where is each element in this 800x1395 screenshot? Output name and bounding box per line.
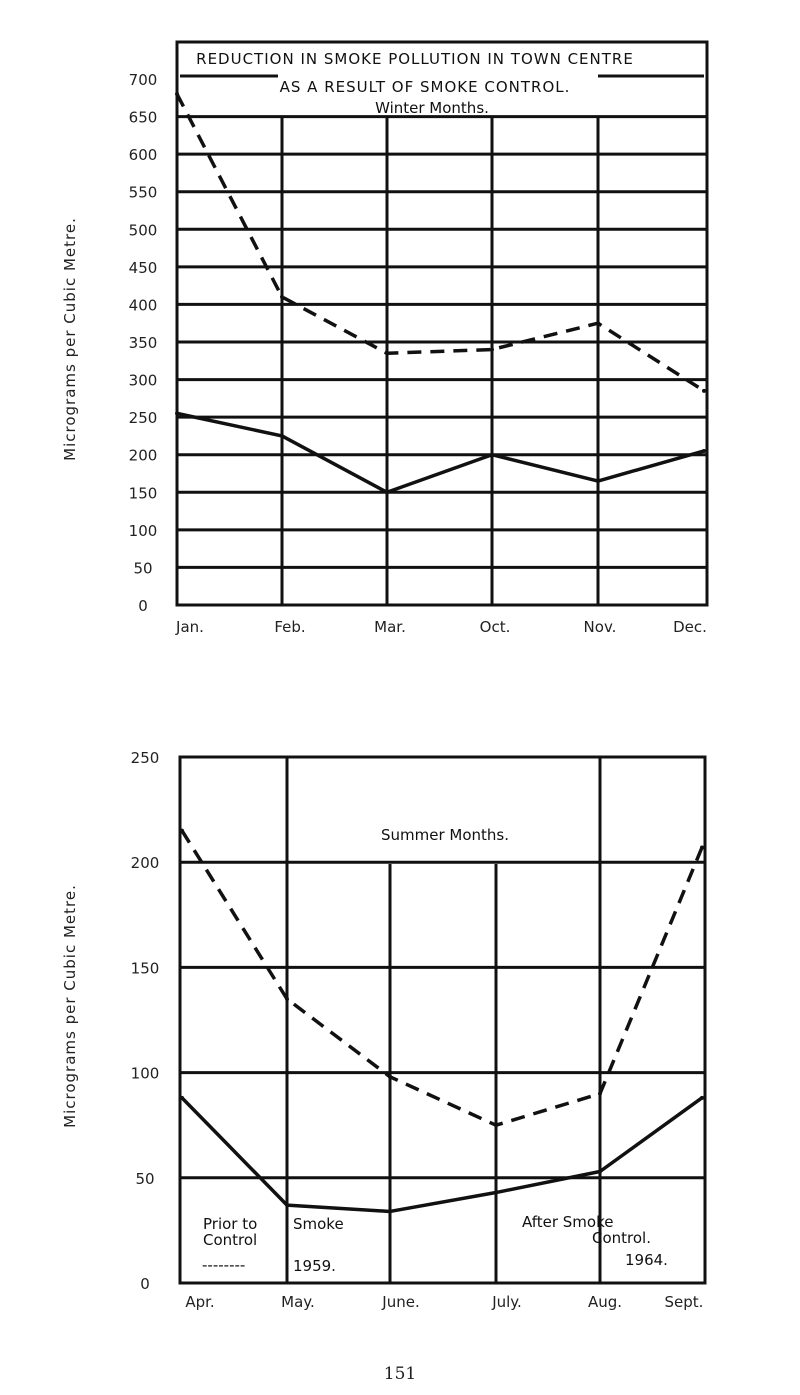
y-tick-label: 200 [130, 854, 160, 873]
chart-subtitle: AS A RESULT OF SMOKE CONTROL. [279, 78, 571, 96]
y-tick-label: 550 [128, 183, 158, 202]
x-tick-label: July. [492, 1293, 522, 1311]
y-tick-label: 350 [128, 334, 158, 352]
data-point-solid [175, 411, 179, 415]
y-tick-label: 0 [140, 1275, 150, 1293]
y-tick-label: 50 [135, 1169, 155, 1188]
y-tick-label: 200 [128, 446, 158, 465]
data-point-dashed [280, 295, 284, 299]
x-tick-label: Nov. [583, 618, 617, 636]
y-tick-label: 0 [138, 597, 148, 615]
annotation-after-line2: Control. [592, 1229, 651, 1247]
data-point-dashed [702, 389, 706, 393]
series-line-dashed [177, 94, 704, 391]
data-point-dashed [180, 829, 184, 833]
y-tick-label: 150 [130, 959, 160, 978]
annotation-prior-dash: -------- [202, 1256, 246, 1274]
data-point-solid [700, 1096, 704, 1100]
period-label: Summer Months. [380, 826, 510, 844]
annotation-year-1959: 1959. [293, 1257, 336, 1275]
x-tick-label: Jan. [176, 618, 204, 636]
x-tick-label: Dec. [673, 618, 707, 636]
data-point-dashed [385, 351, 389, 355]
x-tick-label: Oct. [479, 618, 511, 636]
y-tick-label: 400 [128, 296, 158, 315]
y-tick-label: 650 [128, 108, 158, 127]
y-tick-label: 600 [128, 146, 158, 165]
annotation-after-line1: After Smoke [522, 1213, 614, 1231]
page-number: 151 [383, 1364, 417, 1384]
y-tick-label: 150 [128, 484, 158, 503]
data-point-solid [280, 434, 284, 438]
data-point-solid [490, 453, 494, 457]
data-point-dashed [388, 1075, 392, 1079]
x-tick-label: Feb. [274, 618, 306, 636]
x-tick-label: Apr. [185, 1293, 215, 1311]
data-point-dashed [490, 348, 494, 352]
data-point-solid [596, 479, 600, 483]
y-tick-label: 100 [130, 1064, 160, 1083]
x-tick-label: Aug. [587, 1293, 623, 1311]
data-point-dashed [700, 845, 704, 849]
data-point-dashed [596, 321, 600, 325]
data-point-solid [385, 490, 389, 494]
y-axis-label-summer: Micrograms per Cubic Metre. [61, 884, 79, 1128]
summer-chart [131, 749, 705, 1311]
series-line-solid [182, 1098, 702, 1212]
x-tick-label: Sept. [664, 1293, 704, 1311]
y-tick-label: 300 [128, 371, 158, 390]
y-tick-label: 50 [133, 559, 153, 578]
annotation-year-1964: 1964. [625, 1251, 668, 1269]
data-point-solid [598, 1169, 602, 1173]
x-tick-label: May. [281, 1293, 315, 1311]
x-tick-label: Mar. [374, 618, 406, 636]
data-point-dashed [175, 92, 179, 96]
x-tick-label: June. [382, 1293, 420, 1311]
data-point-solid [494, 1191, 498, 1195]
data-point-solid [285, 1203, 289, 1207]
data-point-solid [388, 1209, 392, 1213]
data-point-dashed [598, 1092, 602, 1096]
y-tick-label: 700 [128, 71, 158, 89]
annotation-smoke: Smoke [293, 1215, 344, 1233]
data-point-dashed [494, 1123, 498, 1127]
y-axis-label-winter: Micrograms per Cubic Metre. [61, 217, 79, 461]
chart-title: REDUCTION IN SMOKE POLLUTION IN TOWN CENTRE [196, 50, 634, 68]
y-tick-label: 250 [128, 409, 158, 428]
period-label: Winter Months. [375, 99, 489, 117]
plot-frame [177, 42, 707, 605]
annotation-prior-line2: Control [203, 1231, 258, 1249]
data-point-dashed [285, 997, 289, 1001]
data-point-solid [702, 449, 706, 453]
series-line-dashed [182, 831, 702, 1126]
annotation-prior-line1: Prior to [203, 1215, 258, 1233]
y-tick-label: 250 [130, 749, 160, 767]
y-tick-label: 500 [128, 221, 158, 240]
y-tick-label: 450 [128, 258, 158, 277]
data-point-solid [180, 1096, 184, 1100]
series-line-solid [177, 413, 704, 492]
winter-chart [129, 42, 707, 636]
y-tick-label: 100 [128, 521, 158, 540]
